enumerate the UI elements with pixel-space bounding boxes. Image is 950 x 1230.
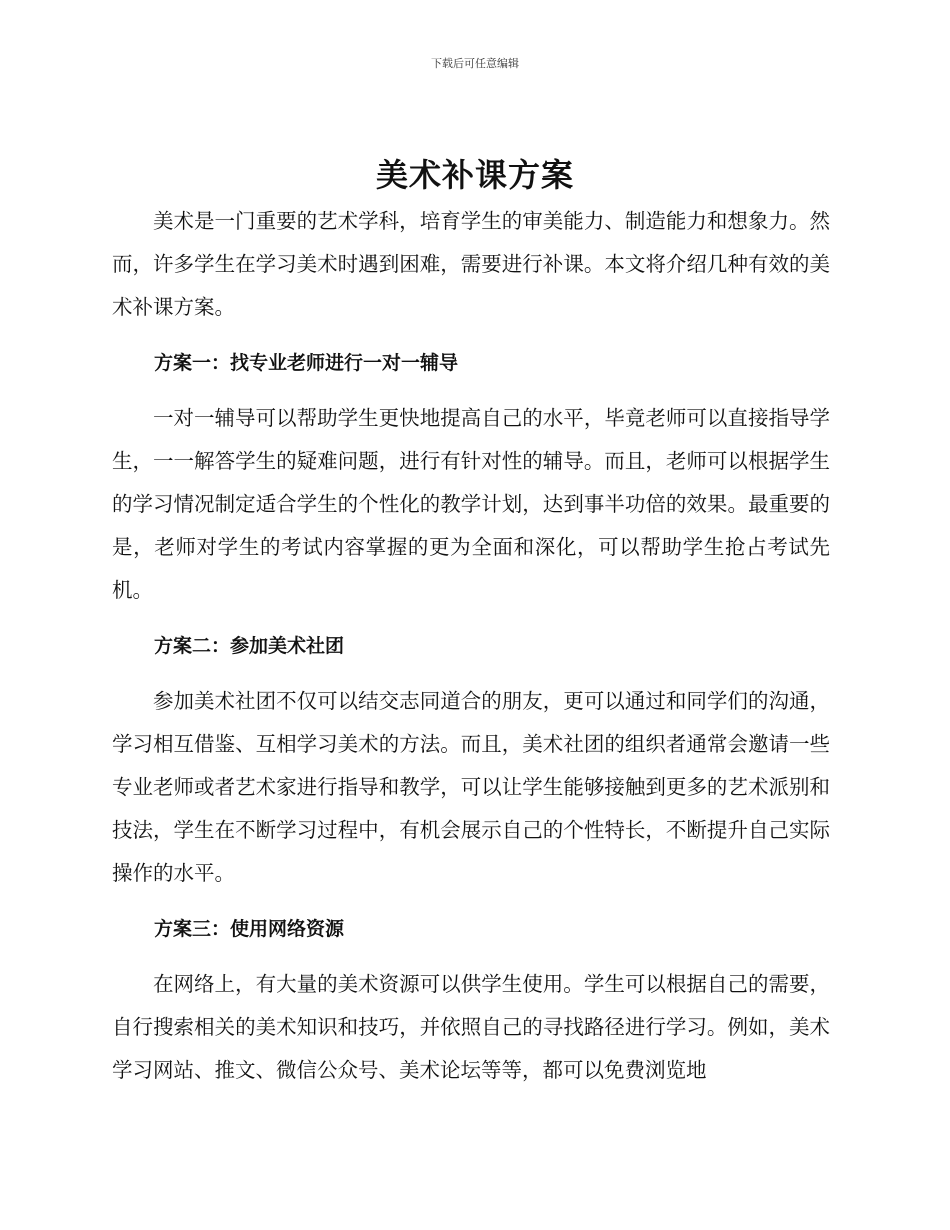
document-body xyxy=(112,200,830,1092)
section-heading-2: 方案二：参加美术社团 xyxy=(154,635,345,657)
header-note: 下载后可任意编辑 xyxy=(431,57,519,70)
section-body-2: 参加美术社团不仅可以结交志同道合的朋友，更可以通过和同学们的沟通，学习相互借鉴、互相学习美术的方法。而且，美术社团的组织者通常会邀请一些专业老师或者艺术家进行指导和教学，可以让学生能够接触到更多的艺术派别和技法，学生在不断学习过程中，有机会展示自己的个性特长，不断提升自己实际操作的水平。 xyxy=(112,689,830,885)
section-heading-3: 方案三：使用网络资源 xyxy=(154,918,345,940)
intro-paragraph: 美术是一门重要的艺术学科，培育学生的审美能力、制造能力和想象力。然而，许多学生在学习美术时遇到困难，需要进行补课。本文将介绍几种有效的美术补课方案。 xyxy=(112,209,830,319)
section-body-3: 在网络上，有大量的美术资源可以供学生使用。学生可以根据自己的需要，自行搜索相关的美术知识和技巧，并依照自己的寻找路径进行学习。例如，美术学习网站、推文、微信公众号、美术论坛等等，都可以免费浏览地 xyxy=(112,972,830,1082)
section-heading-1: 方案一：找专业老师进行一对一辅导 xyxy=(154,352,459,374)
section-body-1: 一对一辅导可以帮助学生更快地提高自己的水平，毕竟老师可以直接指导学生，一一解答学生的疑难问题，进行有针对性的辅导。而且，老师可以根据学生的学习情况制定适合学生的个性化的教学计划，达到事半功倍的效果。最重要的是，老师对学生的考试内容掌握的更为全面和深化，可以帮助学生抢占考试先机。 xyxy=(112,406,830,602)
page-title: 美术补课方案 xyxy=(375,156,574,194)
